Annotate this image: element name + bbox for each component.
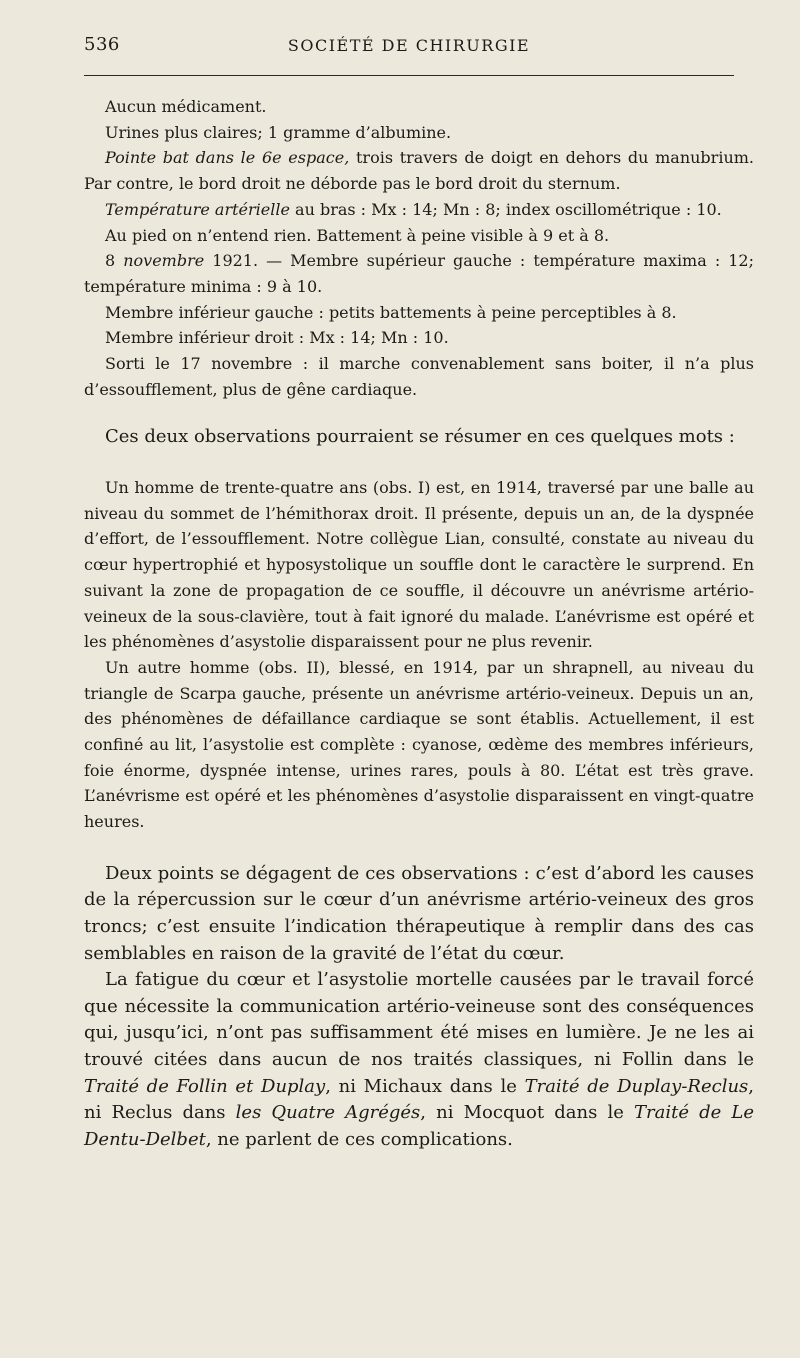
paragraph-urines — [84, 120, 754, 146]
paragraph-pointe — [84, 145, 754, 196]
header-rule — [84, 75, 734, 76]
paragraph-text: Aucun médicament. — [105, 97, 267, 116]
paragraph-fatigue — [84, 967, 754, 1153]
running-title: SOCIÉTÉ DE CHIRURGIE — [287, 36, 531, 55]
page-body — [84, 94, 754, 1153]
paragraph-text: Au pied on n’entend rien. Battement à peine visible à 9 et à 8. — [105, 225, 610, 245]
paragraph-text: , ni Michaux dans le — [325, 1075, 525, 1097]
paragraph-medication — [84, 94, 754, 120]
paragraph-text: Un autre homme (obs. II), blessé, en 1914, par un shrapnell, au niveau du triangle de Scarpa gauche, présente un anévrisme artério-veineux. Depuis un an, des phénomènes de défaillance cardiaque se sont établis. Actuellement, il est confiné au lit, l’asystolie est complète : cyanose, œdème des membres inférieurs, foie énorme, dyspnée intense, urines rares, pouls à 80. L’état est très grave. L’anévrisme est opéré et les phénomènes d’asystolie disparaissent en vingt-quatre heures. — [84, 657, 754, 832]
paragraph-deux-points — [84, 861, 754, 967]
italic-title: les Quatre Agrégés — [235, 1102, 421, 1124]
paragraph-pied — [84, 223, 754, 249]
paragraph-text: , ni Reclus dans — [84, 1075, 755, 1124]
paragraph-text: Urines plus claires; 1 gramme d’albumine. — [105, 122, 452, 142]
paragraph-text: Deux points se dégagent de ces observations : c’est d’abord les causes de la répercussion sur le cœur d’un anévrisme artério-veineux des gros troncs; c’est ensuite l’indication thérapeutique à remplir dans des cas semblables en raison de la gravité de l’état du cœur. — [84, 862, 754, 964]
page-header — [84, 34, 734, 62]
paragraph-text: Un homme de trente-quatre ans (obs. I) est, en 1914, traversé par une balle au niveau du sommet de l’hémithorax droit. Il présente, depuis un an, de la dyspnée d’effort, de l’essoufflement. Notre collègue Lian, consulté, constate au niveau du cœur hypertrophié et hyposystolique un souffle dont le caractère le surprend. En suivant la zone de propagation de ce souffle, il découvre un anévrisme artério-veineux de la sous-clavière, tout à fait ignoré du malade. L’anévrisme est opéré et les phénomènes d’asystolie disparaissent pour ne plus revenir. — [84, 478, 754, 652]
paragraph-8-novembre — [84, 248, 754, 299]
paragraph-text: trois travers de doigt en dehors du manubrium. Par contre, le bord droit ne déborde pas le bord droit du sternum. — [84, 148, 755, 194]
page-number: 536 — [84, 34, 120, 55]
paragraph-text: Membre inférieur droit : Mx : 14; Mn : 10. — [105, 328, 449, 348]
italic-lead: Température artérielle — [105, 199, 290, 219]
paragraph-text: au bras : Mx : 14; Mn : 8; index oscillométrique : 10. — [289, 199, 722, 219]
paragraph-pre: 8 — [105, 251, 124, 271]
paragraph-text: La fatigue du cœur et l’asystolie mortelle causées par le travail forcé que nécessite la communication artério-veineuse sont des conséquences qui, jusqu’ici, n’ont pas suffisamment été mises en lumière. Je ne les ai trouvé citées dans aucun de nos traités classiques, ni Follin dans le — [84, 969, 754, 1071]
paragraph-text: , ni Mocquot dans le — [420, 1102, 634, 1124]
paragraph-text: Sorti le 17 novembre : il marche convenablement sans boiter, il n’a plus d’essoufflement, plus de gêne cardiaque. — [84, 354, 754, 399]
paragraph-resume — [84, 424, 754, 451]
paragraph-membre-gauche — [84, 300, 754, 326]
italic-title: Traité de Follin et Duplay — [84, 1075, 326, 1097]
paragraph-obs-2 — [84, 655, 754, 835]
paragraph-text: Membre inférieur gauche : petits battements à peine perceptibles à 8. — [105, 302, 677, 322]
paragraph-temperature — [84, 197, 754, 223]
italic-lead: novembre — [123, 251, 205, 271]
paragraph-text: Ces deux observations pourraient se résumer en ces quelques mots : — [105, 426, 735, 448]
paragraph-sorti — [84, 351, 754, 402]
paragraph-membre-droit — [84, 325, 754, 351]
italic-title: Traité de Le Dentu-Delbet — [84, 1102, 754, 1150]
paragraph-text: , ne parlent de ces complications. — [205, 1128, 513, 1150]
paragraph-text: 1921. — Membre supérieur gauche : température maxima : 12; température minima : 9 à 10. — [84, 251, 755, 296]
italic-title: Traité de Duplay-Reclus — [524, 1075, 749, 1097]
italic-lead: Pointe bat dans le 6e espace, — [105, 148, 350, 168]
paragraph-obs-1 — [84, 475, 754, 655]
